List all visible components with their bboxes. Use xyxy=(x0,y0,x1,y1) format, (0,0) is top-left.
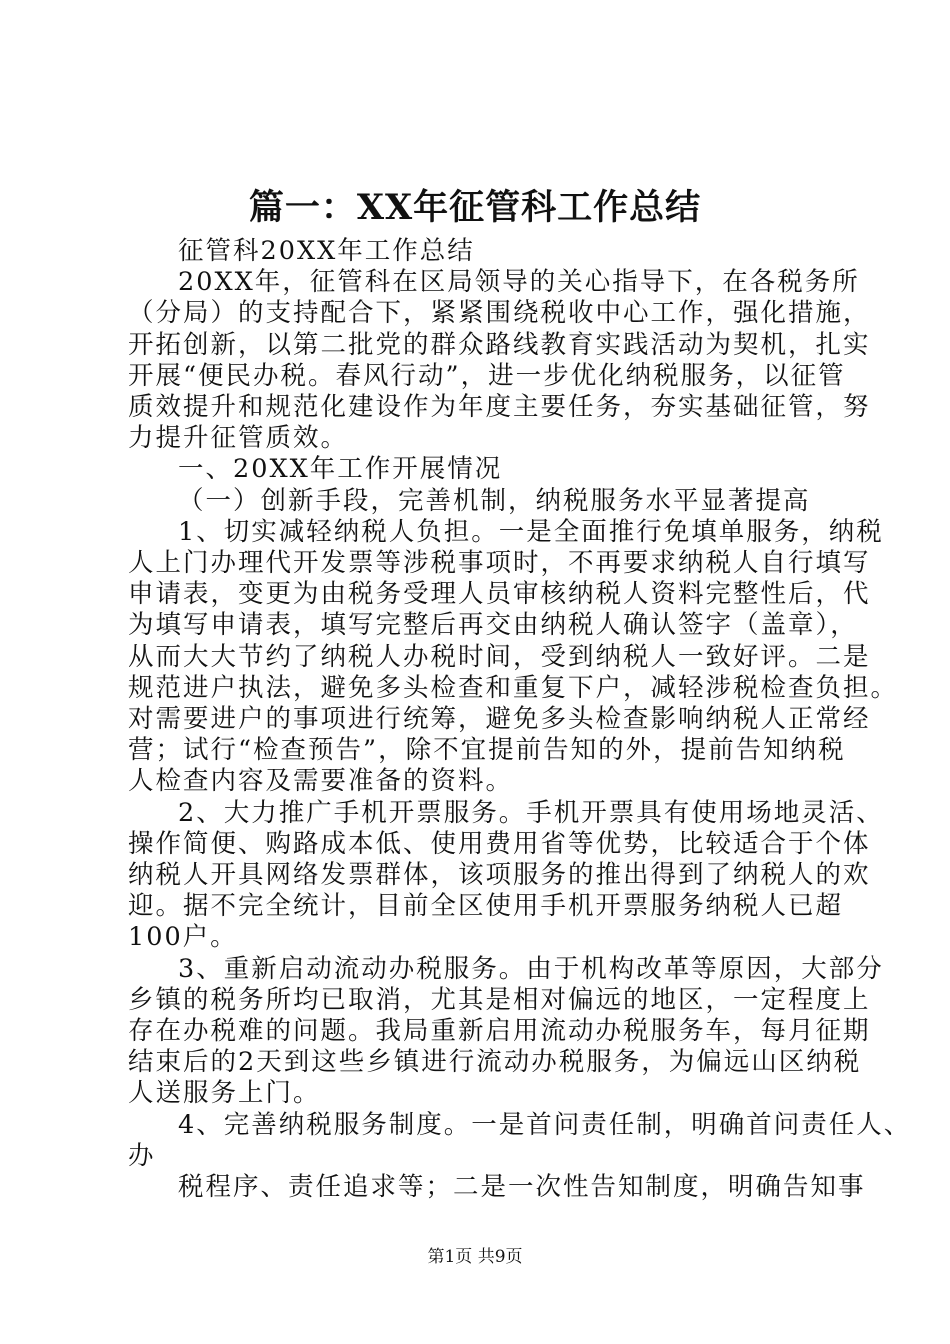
body-line: 乡镇的税务所均已取消，尤其是相对偏远的地区，一定程度上 xyxy=(128,984,871,1015)
body-line: 力提升征管质效。 xyxy=(128,423,349,454)
body-line: （分局）的支持配合下，紧紧围绕税收中心工作，强化措施， xyxy=(128,298,871,329)
body-line: 规范进户执法，避免多头检查和重复下户，减轻涉税检查负担。 xyxy=(128,672,899,703)
document-body xyxy=(128,236,912,1203)
body-line: 办 xyxy=(128,1140,156,1171)
body-line: 申请表，变更为由税务受理人员审核纳税人资料完整性后，代 xyxy=(128,579,871,610)
body-line: 人上门办理代开发票等涉税事项时，不再要求纳税人自行填写 xyxy=(128,548,871,579)
body-line: 人检查内容及需要准备的资料。 xyxy=(128,766,514,797)
body-line: 开拓创新，以第二批党的群众路线教育实践活动为契机，扎实 xyxy=(128,329,871,360)
body-line: 对需要进户的事项进行统筹，避免多头检查影响纳税人正常经 xyxy=(128,704,871,735)
body-line: 操作简便、购路成本低、使用费用省等优势，比较适合于个体 xyxy=(128,828,871,859)
body-line: 存在办税难的问题。我局重新启用流动办税服务车，每月征期 xyxy=(128,1016,871,1047)
body-line: 为填写申请表，填写完整后再交由纳税人确认签字（盖章）， xyxy=(128,610,858,641)
body-line: 税程序、责任追求等；二是一次性告知制度，明确告知事 xyxy=(178,1172,866,1203)
body-line: 一、20XX年工作开展情况 xyxy=(178,454,503,485)
body-line: 100户。 xyxy=(128,922,238,953)
body-line: 人送服务上门。 xyxy=(128,1078,321,1109)
body-line: 4、完善纳税服务制度。一是首问责任制，明确首问责任人、 xyxy=(178,1109,912,1140)
body-line: 质效提升和规范化建设作为年度主要任务，夯实基础征管，努 xyxy=(128,392,871,423)
body-line: 1、切实减轻纳税人负担。一是全面推行免填单服务，纳税 xyxy=(178,516,884,547)
body-line: 营；试行“检查预告”，除不宜提前告知的外，提前告知纳税 xyxy=(128,735,846,766)
page-footer: 第1页 共9页 xyxy=(427,1247,523,1267)
document-title: 篇一：XX年征管科工作总结 xyxy=(248,187,702,228)
body-line: 迎。据不完全统计，目前全区使用手机开票服务纳税人已超 xyxy=(128,891,844,922)
body-line: 开展“便民办税。春风行动”，进一步优化纳税服务，以征管 xyxy=(128,360,846,391)
body-line: 3、重新启动流动办税服务。由于机构改革等原因，大部分 xyxy=(178,953,884,984)
body-line: 2、大力推广手机开票服务。手机开票具有使用场地灵活、 xyxy=(178,797,884,828)
body-line: 从而大大节约了纳税人办税时间，受到纳税人一致好评。二是 xyxy=(128,641,871,672)
body-line: 纳税人开具网络发票群体，该项服务的推出得到了纳税人的欢 xyxy=(128,860,871,891)
body-line: 20XX年，征管科在区局领导的关心指导下，在各税务所 xyxy=(178,267,860,298)
body-line: （一）创新手段，完善机制，纳税服务水平显著提高 xyxy=(178,485,811,516)
body-line: 结束后的2天到这些乡镇进行流动办税服务，为偏远山区纳税 xyxy=(128,1047,862,1078)
body-line: 征管科20XX年工作总结 xyxy=(178,236,475,266)
